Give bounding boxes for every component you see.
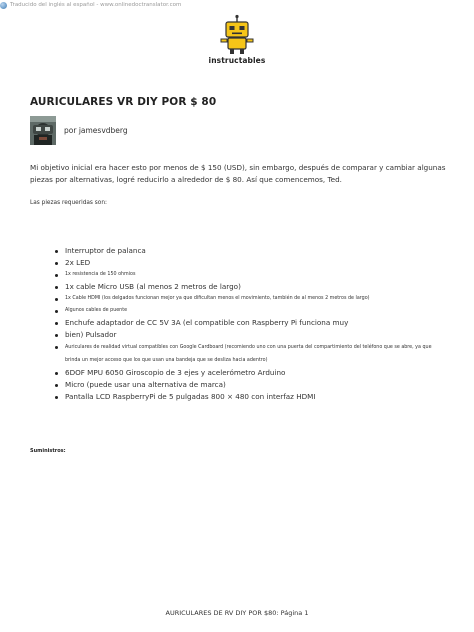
robot-mascot-icon [217, 14, 257, 56]
supplies-label: Suministros: [30, 448, 66, 454]
list-item: bien) Pulsador [55, 329, 435, 341]
list-item: Pantalla LCD RaspberryPi de 5 pulgadas 800 × 480 con interfaz HDMI [55, 391, 435, 403]
author-byline [30, 116, 128, 145]
parts-list [55, 245, 435, 403]
list-item: Micro (puede usar una alternativa de marca) [55, 379, 435, 391]
brand-name: instructables [208, 56, 266, 65]
list-item: 1x cable Micro USB (al menos 2 metros de largo) [55, 281, 435, 293]
list-item: 6DOF MPU 6050 Giroscopio de 3 ejes y acelerómetro Arduino [55, 367, 435, 379]
intro-paragraph: Mi objetivo inicial era hacer esto por menos de $ 150 (USD), sin embargo, después de comparar y cambiar algunas piezas por alternativas, logré reducirlo a alrededor de $ 80. Así que comencemos, Ted. [30, 163, 446, 184]
brand-header [0, 14, 474, 65]
author-name[interactable]: por jamesvdberg [64, 126, 128, 135]
list-item: Enchufe adaptador de CC 5V 3A (el compatible con Raspberry Pi funciona muy [55, 317, 435, 329]
list-item: Auriculares de realidad virtual compatibles con Google Cardboard (recomiendo uno con una puerta del compartimiento del teléfono que se abre, ya que brinda un mejor acceso que los que usan una bandeja que se desliza hacia adentro) [55, 341, 435, 367]
list-item: Algunos cables de puente [55, 305, 435, 317]
list-item: 1x Cable HDMI (los delgados funcionan mejor ya que dificultan menos el movimiento, también de al menos 2 metros de largo) [55, 293, 435, 305]
page-title: AURICULARES VR DIY POR $ 80 [30, 96, 217, 108]
page-footer: AURICULARES DE RV DIY POR $80: Página 1 [165, 609, 309, 617]
translation-banner[interactable] [0, 0, 181, 10]
list-item: Interruptor de palanca [55, 245, 435, 257]
list-item: 2x LED [55, 257, 435, 269]
globe-icon [0, 2, 7, 9]
avatar [30, 116, 56, 145]
translation-banner-text[interactable]: Traducido del inglés al español - www.onlinedoctranslator.com [10, 2, 182, 8]
parts-heading: Las piezas requeridas son: [30, 200, 107, 206]
list-item: 1x resistencia de 150 ohmios [55, 269, 435, 281]
